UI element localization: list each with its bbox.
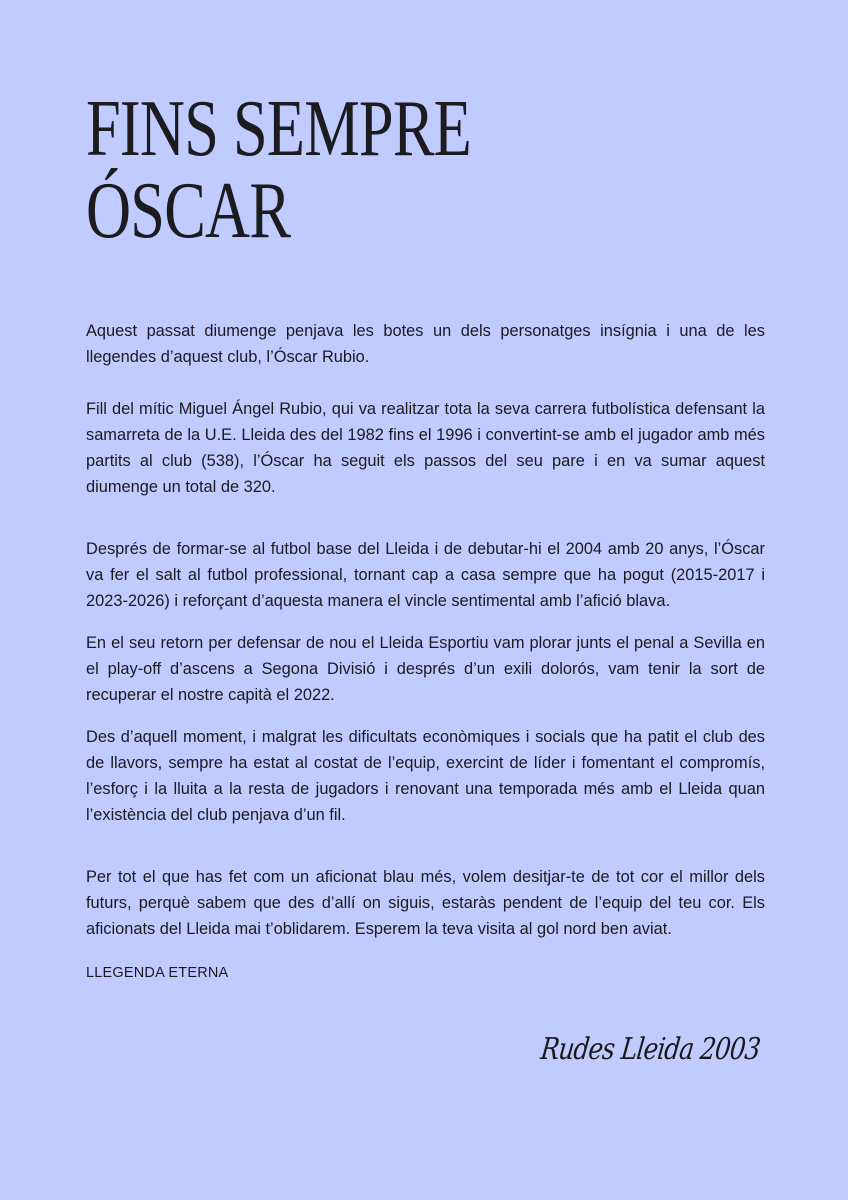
page-title [86, 85, 472, 255]
paragraph-intro: Aquest passat diumenge penjava les botes un dels personatges insígnia i una de les llegendes d’aquest club, l’Óscar Rubio. [86, 322, 765, 366]
closing-line: LLEGENDA ETERNA [86, 965, 229, 981]
paragraph-farewell: Per tot el que has fet com un aficionat blau més, volem desitjar-te de tot cor el millor dels futurs, perquè sabem que des d’allí on siguis, estaràs pendent de l’equip del teu cor. Els aficionats del Lleida mai t’oblidarem. Esperem la teva visita al gol nord ben aviat. [86, 868, 765, 938]
paragraph-career: Després de formar-se al futbol base del Lleida i de debutar-hi el 2004 amb 20 anys, l’Óscar va fer el salt al futbol professional, tornant cap a casa sempre que ha pogut (2015-2017 i 2023-2026) i reforçant d’aquesta manera el vincle sentimental amb l’afició blava. [86, 540, 765, 610]
paragraph-return: En el seu retorn per defensar de nou el Lleida Esportiu vam plorar junts el penal a Sevilla en el play-off d’ascens a Segona Divisió i després d’un exili dolorós, vam tenir la sort de recuperar el nostre capità el 2022. [86, 634, 765, 704]
letter-body [86, 318, 765, 986]
title-line-2: ÓSCAR [86, 167, 291, 255]
paragraph-father: Fill del mític Miguel Ángel Rubio, qui va realitzar tota la seva carrera futbolística defensant la samarreta de la U.E. Lleida des del 1982 fins el 1996 i convertint-se amb el jugador amb més partits al club (538), l’Óscar ha seguit els passos del seu pare i en va sumar aquest diumenge un total de 320. [86, 400, 765, 496]
title-line-1: FINS SEMPRE [86, 85, 472, 173]
paragraph-captain: Des d’aquell moment, i malgrat les dificultats econòmiques i socials que ha patit el club des de llavors, sempre ha estat al costat de l’equip, exercint de líder i fomentant el compromís, l’esforç i la lluita a la resta de jugadors i renovant una temporada més amb el Lleida quan l’existència del club penjava d’un fil. [86, 728, 765, 824]
signature: Rudes Lleida 2003 [539, 1032, 762, 1067]
